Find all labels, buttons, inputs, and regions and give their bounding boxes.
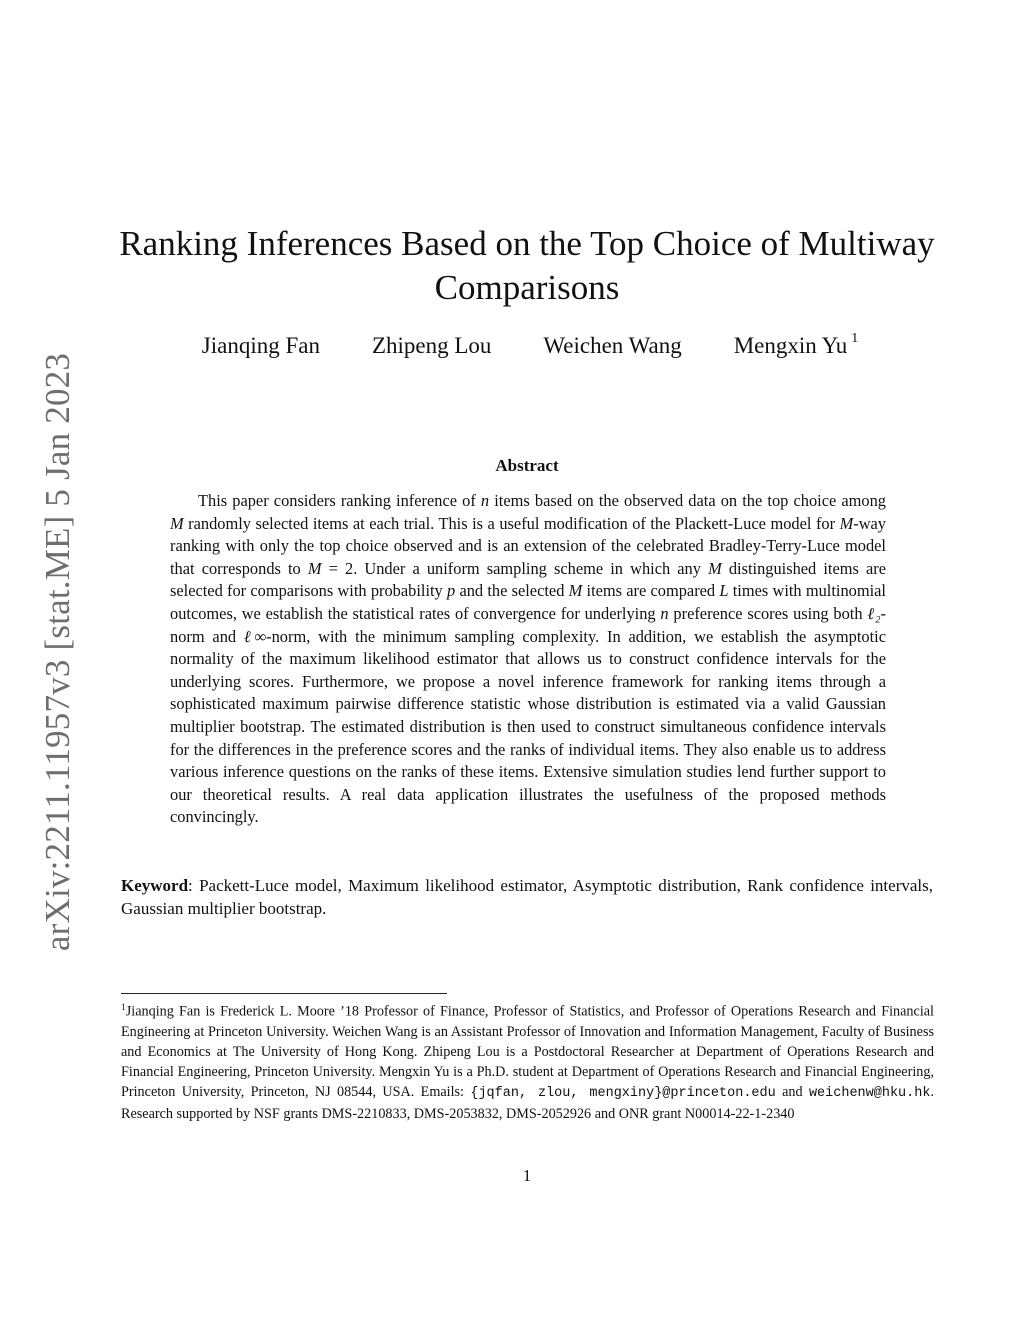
math-symbol: n (660, 603, 669, 623)
math-symbol: M (568, 581, 583, 601)
abstract-text: items are compared (582, 581, 720, 601)
email-addresses[interactable]: {jqfan, zlou, mengxiny}@princeton.edu (470, 1085, 776, 1101)
abstract-body (170, 490, 886, 829)
math-symbol: ℓ₂ (867, 603, 881, 623)
abstract-text: = 2. Under a uniform sampling scheme in which any (321, 558, 709, 578)
footnote-text: Jianqing Fan is Frederick L. Moore ’18 Professor of Finance, Professor of Statistics, and Professor of Operations Research and Financial Engineering at Princeton University. Weichen Wang is an Assistant Professor of Innovation and Information Management, Faculty of Business and Economics at The University of Hong Kong. Zhipeng Lou is a Postdoctoral Researcher at Department of Operations Research and Financial Engineering, Princeton University. Mengxin Yu is a Ph.D. student at Department of Operations Research and Financial Engineering, Princeton University, Princeton, NJ 08544, USA. Emails: (121, 1003, 934, 1100)
abstract-text: distinguished items are selected for comparisons with probability (170, 558, 886, 601)
author-name (734, 333, 859, 359)
footnote-mark: 1 (121, 1003, 126, 1013)
math-symbol: M (170, 513, 184, 533)
author-name-text: Mengxin Yu (733, 333, 848, 358)
footnote-text: and (775, 1083, 809, 1100)
author-name: Jianqing Fan (201, 333, 320, 358)
abstract-text: -norm, with the minimum sampling complexity. In addition, we establish the asymptotic normality of the maximum likelihood estimator that allows us to construct confidence intervals for the underlying scores. Furthermore, we propose a novel inference framework for ranking items through a sophisticated maximum pairwise difference statistic whose distribution is estimated via a valid Gaussian multiplier bootstrap. The estimated distribution is then used to construct simultaneous confidence intervals for the differences in the preference scores and the ranks of individual items. They also enable us to address various inference questions on the ranks of these items. Extensive simulation studies lend further support to our theoretical results. A real data application illustrates the usefulness of the proposed methods convincingly. (170, 626, 886, 827)
author-name: Weichen Wang (543, 333, 682, 358)
math-symbol: M (708, 558, 722, 578)
footnote-text: . Research supported by NSF grants DMS-2210833, DMS-2053832, DMS-2052926 and ONR grant N00014-22-1-2340 (121, 1083, 935, 1122)
math-symbol: p (447, 581, 456, 601)
abstract-text: items based on the observed data on the top choice among (489, 491, 886, 510)
author-list (150, 333, 910, 359)
paper-title: Ranking Inferences Based on the Top Choice of Multiway Comparisons (119, 224, 935, 307)
page-number: 1 (522, 1166, 532, 1185)
abstract-text: preference scores using both (668, 603, 868, 623)
footnote (121, 998, 934, 1124)
arxiv-identifier-stamp: arXiv:2211.11957v3 [stat.ME] 5 Jan 2023 (38, 352, 77, 952)
keywords-line (121, 874, 933, 920)
keyword-label: Keyword (121, 876, 189, 895)
abstract-text: and the selected (455, 581, 569, 601)
math-symbol: ℓ∞ (243, 626, 267, 646)
abstract-text: -norm and (170, 603, 887, 646)
abstract-text: randomly selected items at each trial. This is a useful modification of the Plackett-Luce model for (183, 513, 840, 533)
keyword-list: : Packett-Luce model, Maximum likelihood estimator, Asymptotic distribution, Rank confidence intervals, Gaussian multiplier bootstrap. (121, 876, 933, 918)
author-name: Zhipeng Lou (371, 333, 492, 358)
math-symbol: M (839, 513, 854, 533)
abstract-text: -way ranking with only the top choice observed and is an extension of the celebrated Bradley-Terry-Luce model that corresponds to (170, 513, 886, 578)
math-symbol: M (307, 558, 322, 578)
email-address[interactable]: weichenw@hku.hk (808, 1085, 931, 1101)
abstract-heading: Abstract (495, 456, 559, 475)
abstract-text: This paper considers ranking inference of (198, 491, 481, 510)
footnote-reference-mark[interactable]: 1 (851, 331, 859, 347)
math-symbol: n (480, 491, 490, 510)
footnote-divider (121, 993, 447, 994)
abstract-text: times with multinomial outcomes, we establish the statistical rates of convergence for underlying (170, 581, 886, 623)
math-symbol: L (719, 581, 729, 601)
